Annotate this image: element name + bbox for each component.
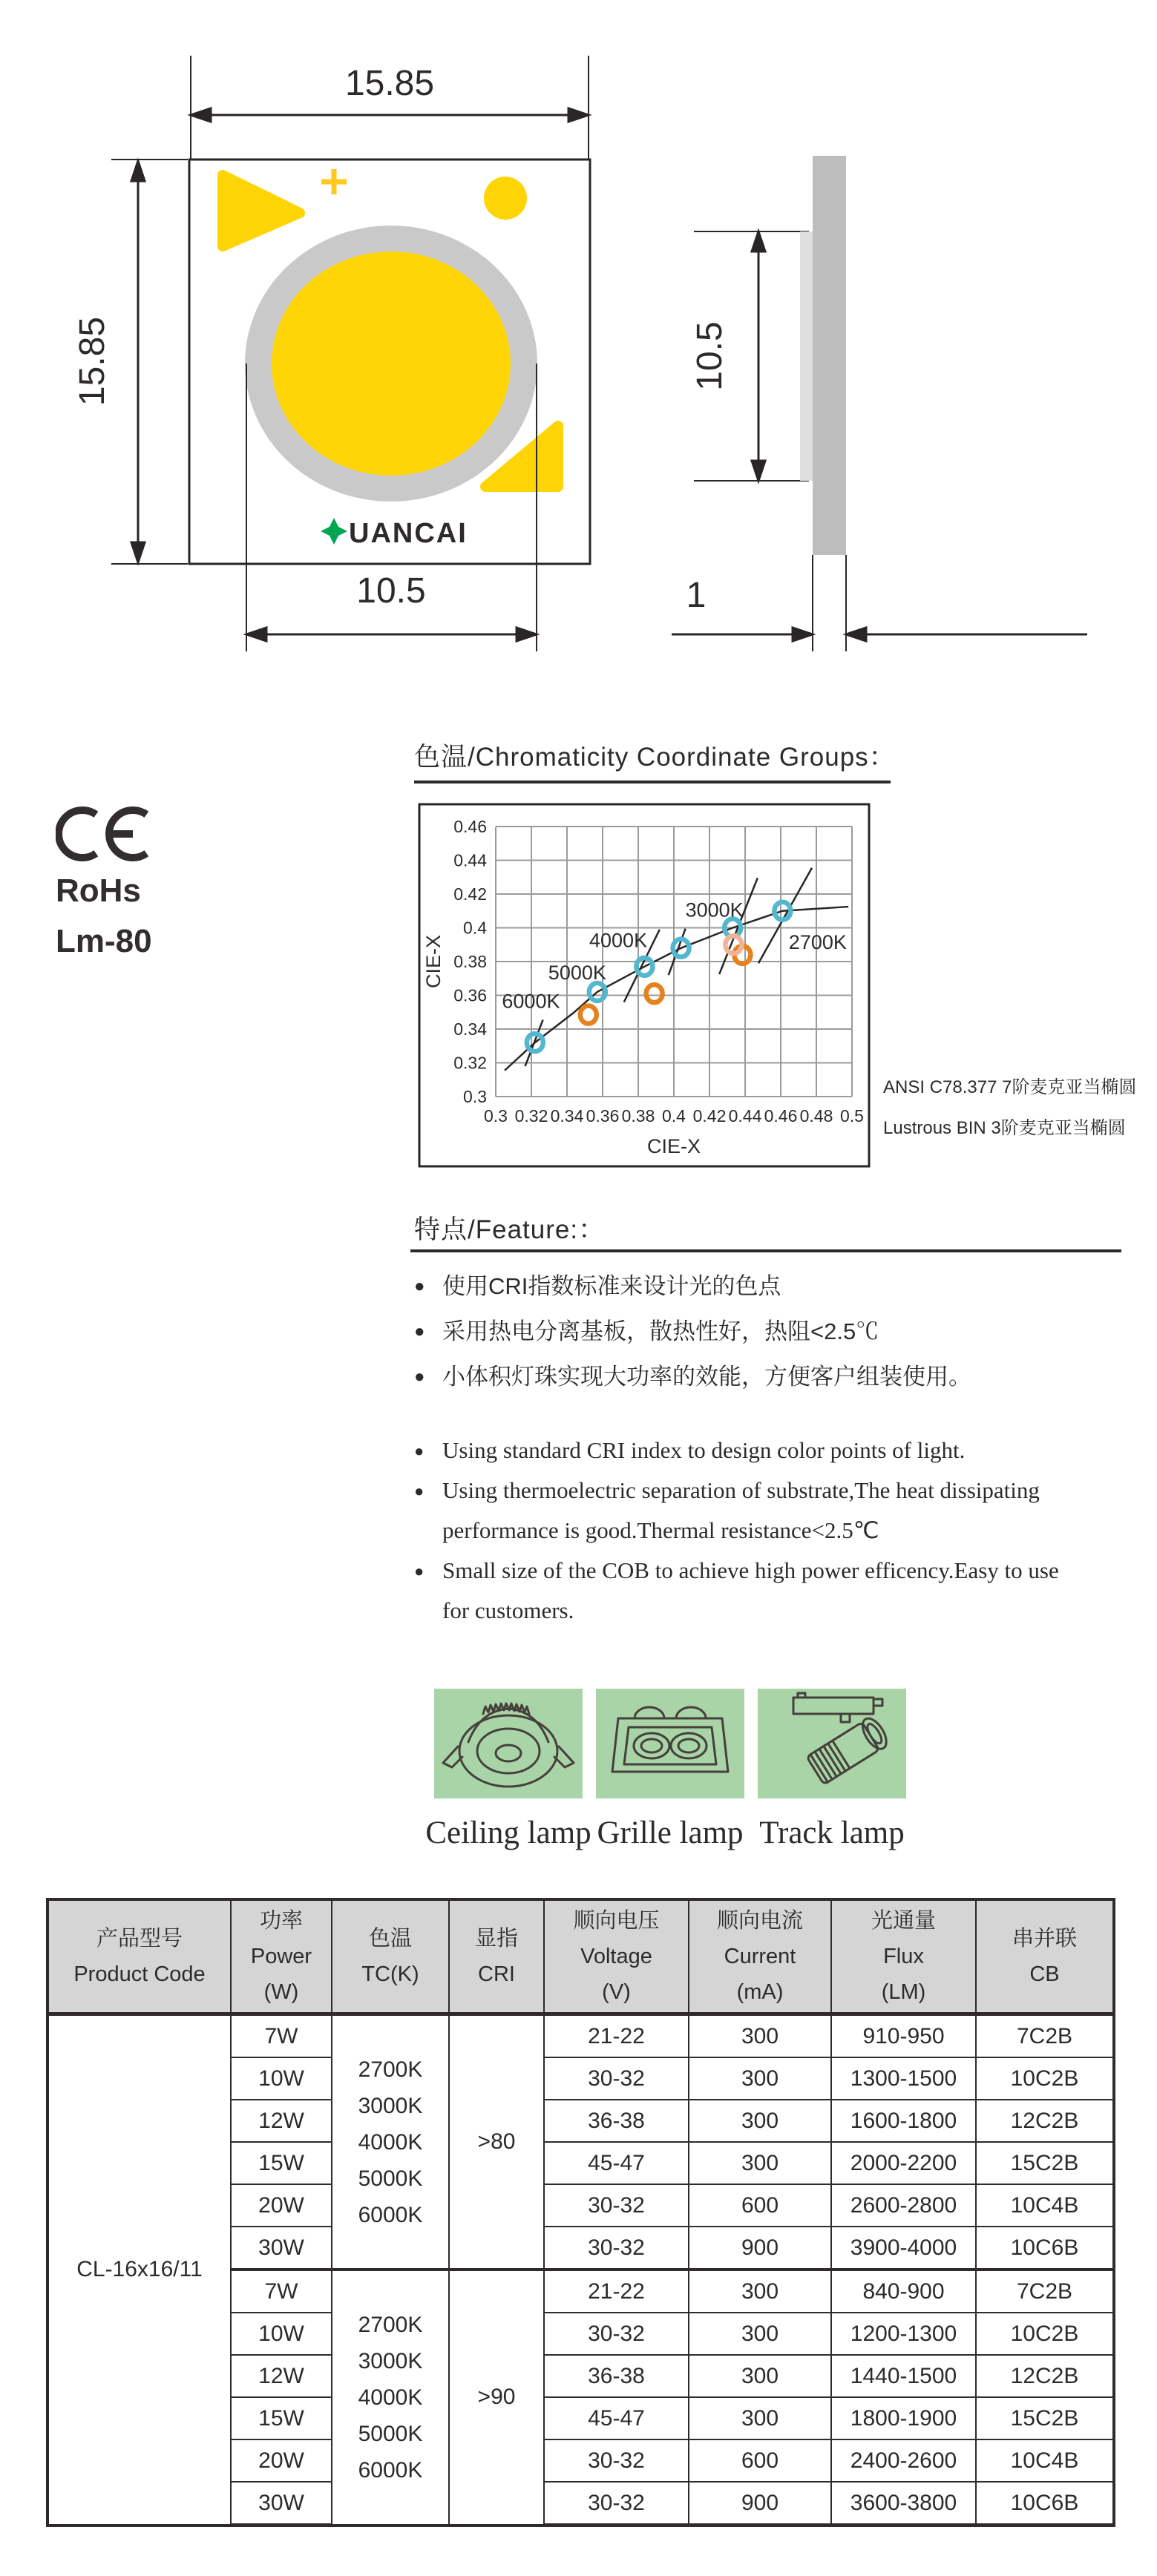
- cell-current: 300: [689, 2100, 831, 2142]
- x-tick-label: 0.32: [514, 1106, 548, 1126]
- chart-annotation: [883, 1067, 1136, 1149]
- cell-power: 30W: [231, 2482, 332, 2526]
- cell-cb: 10C4B: [976, 2184, 1114, 2227]
- column-header: 色温 TC(K): [332, 1899, 449, 2014]
- cell-flux: 1800-1900: [831, 2397, 976, 2439]
- cell-cb: 10C6B: [976, 2482, 1114, 2526]
- cell-flux: 3600-3800: [831, 2482, 976, 2526]
- x-tick-label: 0.38: [621, 1106, 655, 1126]
- column-header: 产品型号 Product Code: [47, 1899, 231, 2014]
- application-label-track: Track lamp: [759, 1816, 905, 1850]
- x-tick-label: 0.42: [692, 1106, 727, 1126]
- y-tick-label: 0.42: [453, 884, 487, 904]
- dim-width-label: 15.85: [344, 64, 435, 103]
- side-view-substrate: [813, 156, 846, 555]
- cell-power: 15W: [231, 2397, 332, 2439]
- cell-voltage: 30-32: [544, 2227, 689, 2270]
- cell-power: 10W: [231, 2057, 332, 2100]
- x-tick-label: 0.34: [550, 1106, 584, 1126]
- dim-les-label: 10.5: [356, 571, 426, 611]
- cct-label: 6000K: [502, 990, 560, 1013]
- cell-cb: 7C2B: [976, 2270, 1114, 2313]
- cell-current: 300: [689, 2397, 831, 2439]
- cell-cb: 10C2B: [976, 2313, 1114, 2355]
- spec-table-header: [47, 1899, 1114, 2014]
- cell-current: 600: [689, 2184, 831, 2227]
- package-technical-drawing: [0, 0, 1157, 668]
- features-cn-list: [414, 1264, 971, 1399]
- cell-cb: 10C2B: [976, 2057, 1114, 2100]
- y-tick-label: 0.3: [463, 1087, 487, 1106]
- ce-mark-icon: [56, 805, 167, 864]
- lm80-label: Lm-80: [56, 923, 152, 959]
- cell-flux: 910-950: [831, 2014, 976, 2058]
- y-tick-label: 0.44: [453, 850, 487, 870]
- cell-power: 30W: [231, 2227, 332, 2270]
- dim-height-label: 15.85: [73, 316, 112, 407]
- column-header: 顺向电压 Voltage (V): [544, 1899, 689, 2014]
- cell-voltage: 30-32: [544, 2439, 689, 2482]
- chromaticity-chart: [418, 803, 871, 1168]
- cell-power: 15W: [231, 2142, 332, 2184]
- cell-current: 300: [689, 2270, 831, 2313]
- cell-current: 300: [689, 2057, 831, 2100]
- cell-power: 10W: [231, 2313, 332, 2355]
- cell-voltage: 30-32: [544, 2057, 689, 2100]
- cct-label: 4000K: [589, 929, 648, 952]
- y-tick-label: 0.36: [453, 985, 487, 1005]
- brand-logo-text: UANCAI: [349, 518, 468, 549]
- x-tick-label: 0.4: [662, 1106, 686, 1126]
- les-area: [272, 252, 511, 476]
- feature-cn-item: ● 采用热电分离基板，散热性好，热阻<2.5℃: [414, 1309, 971, 1354]
- cell-cb: 7C2B: [976, 2014, 1114, 2058]
- cell-color-temperature: 2700K 3000K 4000K 5000K 6000K: [332, 2014, 449, 2270]
- feature-cn-item: ● 小体积灯珠实现大功率的效能，方便客户组装使用。: [414, 1354, 971, 1399]
- dim-side-height-label: 10.5: [690, 321, 730, 391]
- y-tick-label: 0.38: [453, 952, 487, 971]
- cell-power: 7W: [231, 2014, 332, 2058]
- cct-label: 2700K: [788, 930, 847, 953]
- cell-power: 7W: [231, 2270, 332, 2313]
- y-tick-label: 0.34: [453, 1019, 487, 1039]
- x-axis-label: CIE-X: [646, 1135, 701, 1157]
- cell-cri: >80: [449, 2014, 544, 2270]
- chart-section-title: 色温/Chromaticity Coordinate Groups：: [414, 743, 896, 772]
- y-tick-label: 0.32: [453, 1053, 487, 1073]
- cell-current: 300: [689, 2142, 831, 2184]
- cell-voltage: 30-32: [544, 2482, 689, 2526]
- chromaticity-bin-point: [646, 985, 663, 1002]
- feature-cn-item: ● 使用CRI指数标准来设计光的色点: [414, 1264, 971, 1309]
- cell-flux: 1440-1500: [831, 2355, 976, 2397]
- x-tick-label: 0.5: [840, 1106, 864, 1126]
- x-tick-label: 0.48: [799, 1106, 833, 1126]
- cell-current: 300: [689, 2313, 831, 2355]
- cell-cb: 12C2B: [976, 2355, 1114, 2397]
- cathode-dot: [484, 177, 527, 220]
- ceiling-lamp-icon: [434, 1689, 583, 1798]
- cell-flux: 1200-1300: [831, 2313, 976, 2355]
- cell-power: 20W: [231, 2439, 332, 2482]
- chart-title-rule: [414, 781, 891, 783]
- cell-voltage: 21-22: [544, 2270, 689, 2313]
- cell-flux: 2400-2600: [831, 2439, 976, 2482]
- x-tick-label: 0.3: [484, 1106, 508, 1126]
- x-tick-label: 0.44: [728, 1106, 762, 1126]
- cell-voltage: 30-32: [544, 2313, 689, 2355]
- x-tick-label: 0.46: [764, 1106, 798, 1126]
- cell-voltage: 30-32: [544, 2184, 689, 2227]
- rohs-label: RoHs: [56, 873, 141, 909]
- cell-current: 300: [689, 2014, 831, 2058]
- application-tile-grille: [596, 1689, 744, 1798]
- cell-cri: >90: [449, 2270, 544, 2526]
- table-row: [47, 2014, 1114, 2058]
- cell-power: 12W: [231, 2355, 332, 2397]
- application-tile-track: [758, 1689, 906, 1798]
- cell-flux: 1300-1500: [831, 2057, 976, 2100]
- cell-product-code: CL-16x16/11: [47, 2014, 231, 2526]
- cell-voltage: 21-22: [544, 2014, 689, 2058]
- features-en-list: [414, 1430, 1082, 1631]
- annotation-line-1: ANSI C78.377 7阶麦克亚当椭圆: [883, 1077, 1137, 1097]
- cell-voltage: 36-38: [544, 2355, 689, 2397]
- feature-en-item: ● Using thermoelectric separation of substrate,The heat dissipating performance is good.Thermal resistance<2.5℃: [414, 1471, 1082, 1551]
- features-title-rule: [410, 1249, 1121, 1252]
- cct-label: 5000K: [548, 961, 606, 984]
- cell-flux: 2600-2800: [831, 2184, 976, 2227]
- cell-cb: 10C4B: [976, 2439, 1114, 2482]
- cell-flux: 840-900: [831, 2270, 976, 2313]
- spec-table: [46, 1898, 1115, 2527]
- cell-color-temperature: 2700K 3000K 4000K 5000K 6000K: [332, 2270, 449, 2526]
- cell-current: 900: [689, 2482, 831, 2526]
- features-section-title: 特点/Feature:：: [414, 1215, 606, 1244]
- cell-current: 300: [689, 2355, 831, 2397]
- cell-current: 900: [689, 2227, 831, 2270]
- cell-voltage: 45-47: [544, 2397, 689, 2439]
- application-label-ceiling: Ceiling lamp: [425, 1816, 591, 1850]
- cell-current: 600: [689, 2439, 831, 2482]
- x-tick-label: 0.36: [586, 1106, 620, 1126]
- cell-cb: 15C2B: [976, 2142, 1114, 2184]
- y-tick-label: 0.4: [463, 918, 487, 938]
- track-lamp-icon: [758, 1689, 906, 1798]
- side-view-les-strip: [800, 231, 813, 481]
- y-axis-label: CIE-X: [422, 934, 445, 989]
- cell-cb: 10C6B: [976, 2227, 1114, 2270]
- column-header: 功率 Power (W): [231, 1899, 332, 2014]
- column-header: 显指 CRI: [449, 1899, 544, 2014]
- grille-lamp-icon: [596, 1689, 744, 1798]
- cell-flux: 3900-4000: [831, 2227, 976, 2270]
- y-tick-label: 0.46: [453, 817, 487, 836]
- column-header: 顺向电流 Current (mA): [689, 1899, 831, 2014]
- cell-flux: 2000-2200: [831, 2142, 976, 2184]
- feature-en-item: ● Small size of the COB to achieve high power efficency.Easy to use for customers.: [414, 1551, 1082, 1631]
- column-header: 串并联 CB: [976, 1899, 1114, 2014]
- cell-cb: 15C2B: [976, 2397, 1114, 2439]
- dim-thickness-label: 1: [686, 576, 707, 615]
- cell-power: 20W: [231, 2184, 332, 2227]
- cell-voltage: 45-47: [544, 2142, 689, 2184]
- cct-label: 3000K: [685, 898, 744, 921]
- annotation-line-2: Lustrous BIN 3阶麦克亚当椭圆: [883, 1118, 1126, 1138]
- feature-en-item: ● Using standard CRI index to design color points of light.: [414, 1430, 1082, 1471]
- cell-power: 12W: [231, 2100, 332, 2142]
- cell-flux: 1600-1800: [831, 2100, 976, 2142]
- chromaticity-bin-point: [580, 1006, 597, 1024]
- application-label-grille: Grille lamp: [597, 1816, 744, 1850]
- cell-cb: 12C2B: [976, 2100, 1114, 2142]
- column-header: 光通量 Flux (LM): [831, 1899, 976, 2014]
- cell-voltage: 36-38: [544, 2100, 689, 2142]
- application-tile-ceiling: [434, 1689, 583, 1798]
